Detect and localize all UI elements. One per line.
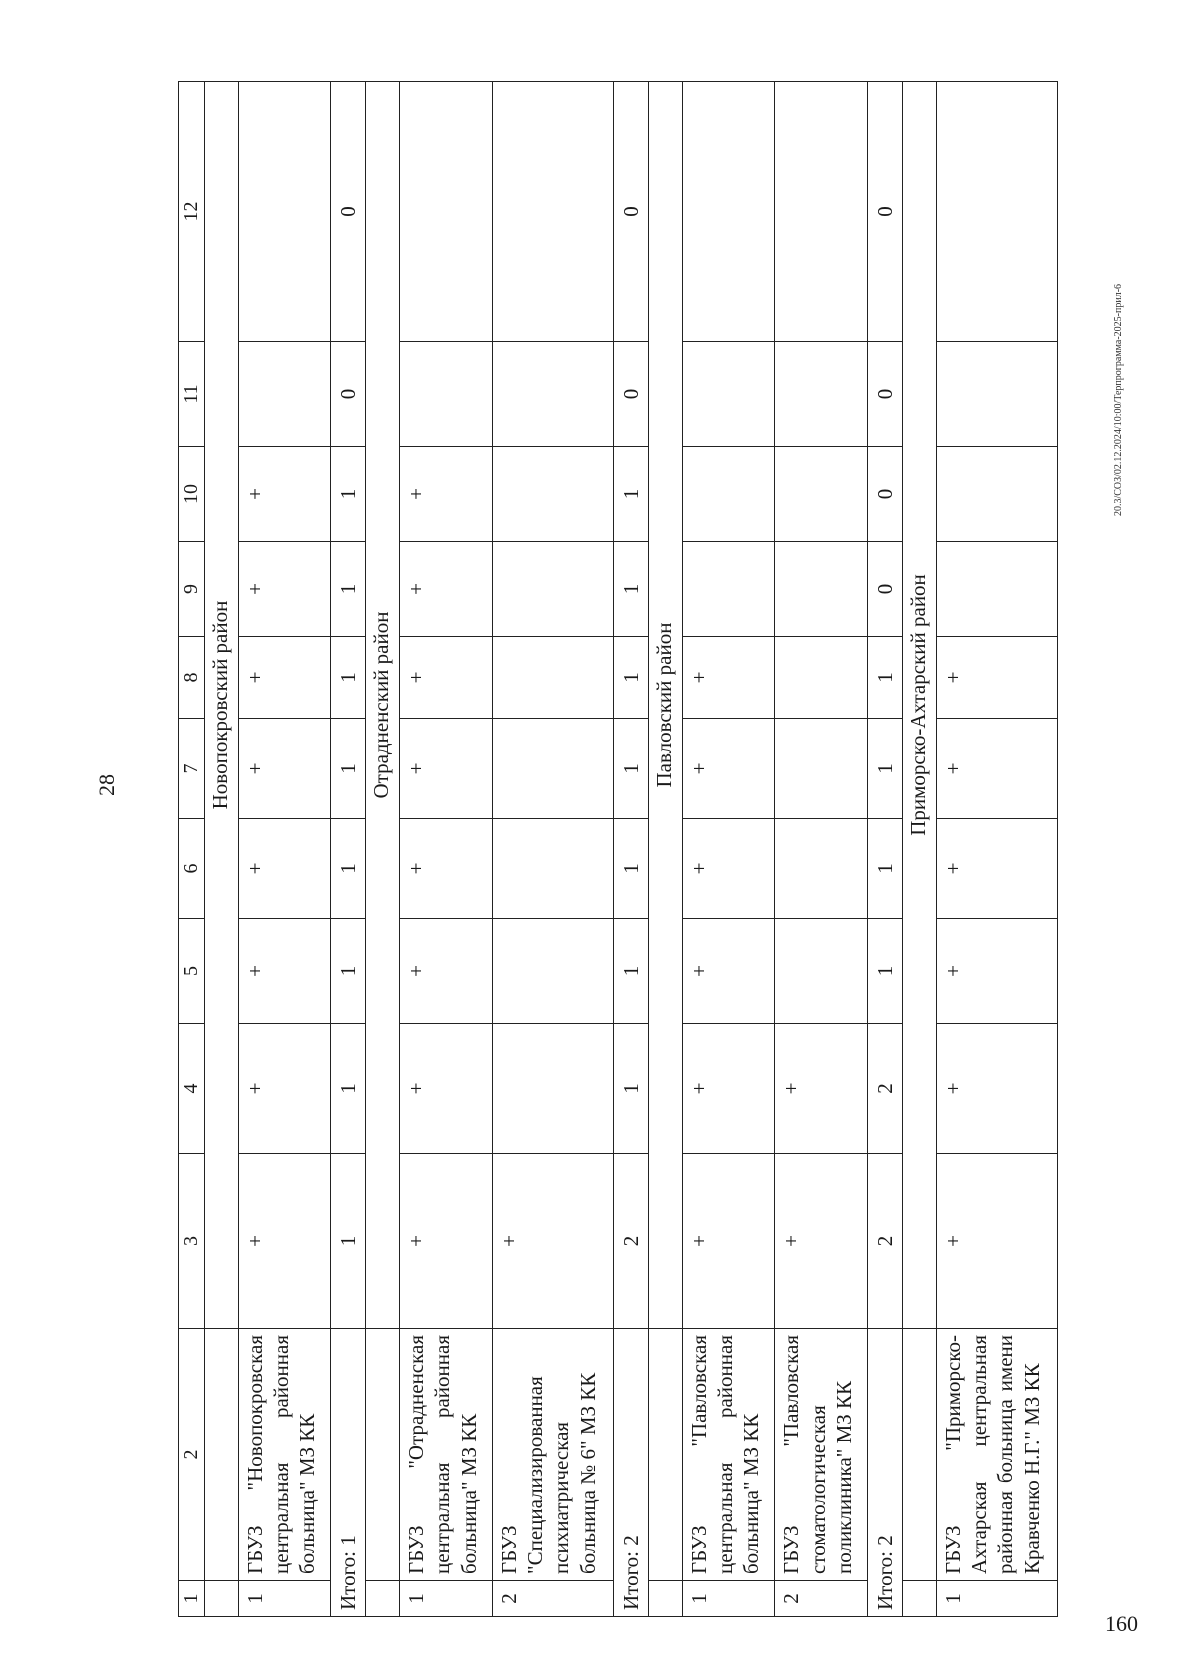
total-cell: 1 xyxy=(331,1024,366,1154)
total-cell: 0 xyxy=(868,542,903,637)
mark-cell: + xyxy=(400,447,493,542)
table-row xyxy=(936,82,1057,1617)
mark-cell: + xyxy=(400,919,493,1024)
mark-cell: + xyxy=(936,637,1057,719)
mark-cell: + xyxy=(238,542,331,637)
mark-cell xyxy=(492,542,613,637)
total-row xyxy=(613,82,648,1617)
total-cell: 1 xyxy=(613,919,648,1024)
mark-cell: + xyxy=(400,637,493,719)
table-row xyxy=(400,82,493,1617)
mark-cell xyxy=(492,447,613,542)
header-row xyxy=(179,82,205,1617)
total-cell: 2 xyxy=(613,1154,648,1329)
mark-cell xyxy=(936,542,1057,637)
header-cell: 1 xyxy=(179,1581,205,1617)
header-cell: 6 xyxy=(179,819,205,919)
mark-cell: + xyxy=(238,919,331,1024)
header-cell: 2 xyxy=(179,1329,205,1581)
mark-cell xyxy=(775,542,868,637)
mark-cell xyxy=(682,342,775,447)
mark-cell xyxy=(682,542,775,637)
mark-cell: + xyxy=(238,719,331,819)
header-cell: 5 xyxy=(179,919,205,1024)
mark-cell xyxy=(492,82,613,342)
total-cell: 1 xyxy=(331,1154,366,1329)
mark-cell xyxy=(400,82,493,342)
section-spacer xyxy=(366,1581,400,1617)
mark-cell xyxy=(936,342,1057,447)
total-label: Итого: 2 xyxy=(613,1329,648,1617)
mark-cell xyxy=(238,342,331,447)
mark-cell xyxy=(775,82,868,342)
mark-cell: + xyxy=(775,1024,868,1154)
mark-cell xyxy=(492,637,613,719)
facilities-table xyxy=(178,81,1058,1617)
total-cell: 1 xyxy=(868,919,903,1024)
total-cell: 2 xyxy=(868,1024,903,1154)
total-cell: 1 xyxy=(613,542,648,637)
total-cell: 1 xyxy=(331,719,366,819)
header-cell: 3 xyxy=(179,1154,205,1329)
total-cell: 0 xyxy=(331,82,366,342)
total-cell: 1 xyxy=(868,637,903,719)
total-row xyxy=(331,82,366,1617)
mark-cell xyxy=(775,637,868,719)
total-cell: 1 xyxy=(613,819,648,919)
section-title: Новопокровский район xyxy=(205,82,239,1329)
rotated-table-container xyxy=(178,82,1058,1617)
section-spacer xyxy=(205,1581,239,1617)
section-title: Приморско-Ахтарский район xyxy=(903,82,937,1329)
total-label: Итого: 1 xyxy=(331,1329,366,1617)
mark-cell: + xyxy=(400,719,493,819)
total-cell: 1 xyxy=(613,637,648,719)
organization-name: ГБУЗ "Отрадненская центральная районная больница" МЗ КК xyxy=(400,1329,493,1581)
section-spacer xyxy=(205,1329,239,1581)
header-cell: 11 xyxy=(179,342,205,447)
section-row xyxy=(648,82,682,1617)
mark-cell: + xyxy=(936,819,1057,919)
total-cell: 1 xyxy=(331,542,366,637)
mark-cell xyxy=(492,719,613,819)
mark-cell xyxy=(775,819,868,919)
row-number: 1 xyxy=(238,1581,331,1617)
section-spacer xyxy=(903,1581,937,1617)
mark-cell: + xyxy=(238,447,331,542)
mark-cell: + xyxy=(682,637,775,719)
section-row xyxy=(903,82,937,1617)
organization-name: ГБУЗ "Приморско-Ахтарская центральная районная больница имени Кравченко Н.Г." МЗ КК xyxy=(936,1329,1057,1581)
mark-cell: + xyxy=(936,1024,1057,1154)
table-row xyxy=(238,82,331,1617)
mark-cell: + xyxy=(238,1154,331,1329)
mark-cell xyxy=(936,82,1057,342)
section-spacer xyxy=(366,1329,400,1581)
mark-cell xyxy=(238,82,331,342)
total-cell: 1 xyxy=(331,637,366,719)
organization-name: ГБУЗ "Новопокровская центральная районная больница" МЗ КК xyxy=(238,1329,331,1581)
mark-cell xyxy=(775,719,868,819)
total-cell: 1 xyxy=(331,819,366,919)
section-spacer xyxy=(648,1581,682,1617)
section-spacer xyxy=(648,1329,682,1581)
row-number: 1 xyxy=(936,1581,1057,1617)
mark-cell xyxy=(936,447,1057,542)
mark-cell xyxy=(400,342,493,447)
mark-cell: + xyxy=(400,819,493,919)
section-row xyxy=(366,82,400,1617)
header-cell: 10 xyxy=(179,447,205,542)
table-row xyxy=(775,82,868,1617)
mark-cell: + xyxy=(682,919,775,1024)
mark-cell xyxy=(492,819,613,919)
header-cell: 12 xyxy=(179,82,205,342)
page-number: 28 xyxy=(94,774,119,796)
document-code: 20.3/СОЗ/02.12.2024/10:00/Терпрограмма-2025-прил-6 xyxy=(1113,283,1124,517)
table-row xyxy=(492,82,613,1617)
total-cell: 0 xyxy=(868,82,903,342)
mark-cell: + xyxy=(682,1154,775,1329)
total-cell: 0 xyxy=(331,342,366,447)
total-cell: 1 xyxy=(613,719,648,819)
row-number: 1 xyxy=(682,1581,775,1617)
total-cell: 1 xyxy=(868,719,903,819)
row-number: 1 xyxy=(400,1581,493,1617)
mark-cell: + xyxy=(682,1024,775,1154)
mark-cell: + xyxy=(682,819,775,919)
header-cell: 9 xyxy=(179,542,205,637)
organization-name: ГБУЗ "Павловская стоматологическая поликлиника" МЗ КК xyxy=(775,1329,868,1581)
organization-name: ГБУЗ "Специализированная психиатрическая больница № 6" МЗ КК xyxy=(492,1329,613,1581)
mark-cell: + xyxy=(775,1154,868,1329)
header-cell: 4 xyxy=(179,1024,205,1154)
mark-cell xyxy=(775,919,868,1024)
mark-cell xyxy=(682,447,775,542)
total-cell: 1 xyxy=(331,919,366,1024)
mark-cell xyxy=(492,342,613,447)
header-cell: 8 xyxy=(179,637,205,719)
mark-cell: + xyxy=(492,1154,613,1329)
footer-page-number: 160 xyxy=(1105,1611,1138,1636)
total-cell: 1 xyxy=(868,819,903,919)
table-body xyxy=(179,82,1058,1617)
total-cell: 2 xyxy=(868,1154,903,1329)
row-number: 2 xyxy=(492,1581,613,1617)
mark-cell: + xyxy=(400,1024,493,1154)
mark-cell: + xyxy=(682,719,775,819)
section-title: Павловский район xyxy=(648,82,682,1329)
row-number: 2 xyxy=(775,1581,868,1617)
organization-name: ГБУЗ "Павловская центральная районная больница" МЗ КК xyxy=(682,1329,775,1581)
total-cell: 1 xyxy=(613,1024,648,1154)
mark-cell: + xyxy=(238,1024,331,1154)
total-cell: 0 xyxy=(613,82,648,342)
total-cell: 1 xyxy=(331,447,366,542)
section-row xyxy=(205,82,239,1617)
total-row xyxy=(868,82,903,1617)
mark-cell xyxy=(775,447,868,542)
mark-cell: + xyxy=(936,1154,1057,1329)
mark-cell xyxy=(492,1024,613,1154)
total-cell: 1 xyxy=(613,447,648,542)
mark-cell xyxy=(492,919,613,1024)
mark-cell: + xyxy=(400,542,493,637)
mark-cell: + xyxy=(936,719,1057,819)
mark-cell: + xyxy=(400,1154,493,1329)
total-cell: 0 xyxy=(868,447,903,542)
mark-cell xyxy=(682,82,775,342)
mark-cell: + xyxy=(238,819,331,919)
total-label: Итого: 2 xyxy=(868,1329,903,1617)
total-cell: 0 xyxy=(613,342,648,447)
mark-cell: + xyxy=(936,919,1057,1024)
section-title: Отрадненский район xyxy=(366,82,400,1329)
section-spacer xyxy=(903,1329,937,1581)
total-cell: 0 xyxy=(868,342,903,447)
header-cell: 7 xyxy=(179,719,205,819)
mark-cell xyxy=(775,342,868,447)
table-row xyxy=(682,82,775,1617)
mark-cell: + xyxy=(238,637,331,719)
